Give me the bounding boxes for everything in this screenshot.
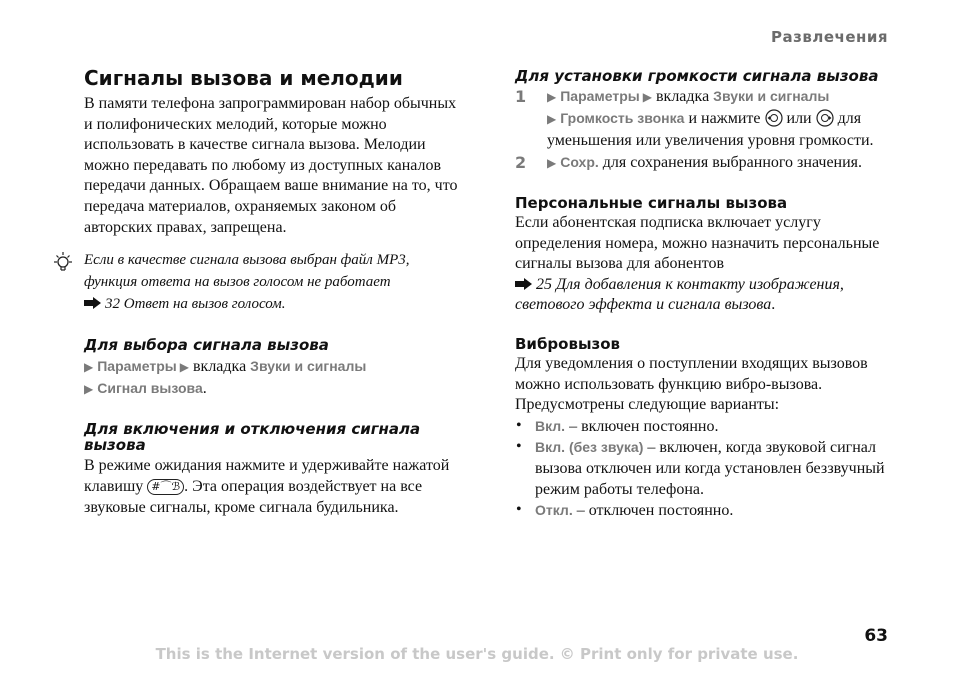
volume-heading: Для установки громкости сигнала вызова [515, 67, 879, 85]
lightbulb-icon [52, 250, 74, 274]
menu-arrow-icon: ▶ [547, 156, 557, 170]
bullet-icon: • [516, 416, 522, 434]
step-2-end: для сохранения выбранного значения. [598, 154, 863, 171]
path-connector: и нажмите [684, 110, 765, 127]
list-item [515, 437, 900, 500]
select-ringtone-section [84, 337, 459, 399]
intro-paragraph: В памяти телефона запрограммирован набор обычных и полифонических мелодий, которые можно использовать в качестве сигнала вызова. Мелодии можно передавать по любому из доступных каналов передачи данных. Обращаем ваше внимание на то, что передача материалов, охраняемых законом об авторских правах, запрещена. [84, 95, 458, 236]
menu-arrow-icon: ▶ [176, 360, 189, 375]
menu-arrow-icon: ▶ [84, 381, 94, 396]
personal-ringtones-section [515, 194, 900, 316]
tip-text: Если в качестве сигнала вызова выбран файл MP3, функция ответа на вызов голосом не работает [84, 252, 410, 291]
reference-arrow-icon [84, 297, 101, 309]
vibro-text: Для уведомления о поступлении входящих вызовов можно использовать функцию вибро-вызова. Предусмотрены следующие варианты: [515, 354, 868, 414]
volume-steps [515, 86, 900, 174]
menu-arrow-icon: ▶ [547, 90, 557, 104]
page-title: Сигналы вызова и мелодии [84, 66, 403, 90]
personal-ref-end: . [771, 296, 776, 314]
menu-ringtone[interactable]: Сигнал вызова [97, 379, 203, 396]
nav-left-key-icon [765, 109, 783, 127]
menu-arrow-icon: ▶ [84, 360, 94, 375]
toggle-ringtone-text [84, 456, 459, 518]
path-connector: вкладка [651, 88, 714, 105]
option-off[interactable]: Откл. [535, 502, 573, 519]
footer-disclaimer: This is the Internet version of the user's guide. © Print only for private use. [155, 645, 799, 663]
step-number: 2 [515, 153, 527, 172]
option-desc: – включен, когда звуковой сигнал вызова отключен или когда установлен беззвучный режим работы телефона. [535, 439, 885, 498]
select-ringtone-path [84, 356, 459, 399]
option-on-silent[interactable]: Вкл. (без звука) [535, 439, 644, 456]
reference-arrow-icon [515, 278, 532, 290]
path-end: . [202, 379, 207, 397]
personal-heading: Персональные сигналы вызова [515, 194, 788, 212]
vibro-section [515, 335, 900, 522]
left-column [84, 66, 459, 518]
toggle-text-after: . Эта операция воздействует на все звуковые сигналы, кроме сигнала будильника. [84, 477, 423, 516]
hash-key-icon: #⌒ℬ [147, 479, 184, 495]
select-ringtone-heading: Для выбора сигнала вызова [84, 336, 329, 355]
option-on[interactable]: Вкл. [535, 417, 566, 434]
vibro-heading: Вибровызов [515, 334, 621, 353]
menu-arrow-icon: ▶ [547, 112, 557, 126]
option-desc: – включен постоянно. [565, 417, 719, 435]
menu-save[interactable]: Сохр. [560, 154, 599, 170]
menu-arrow-icon: ▶ [639, 90, 652, 104]
tip-note [84, 249, 459, 315]
step-2 [515, 152, 900, 174]
tip-reference[interactable]: 32 Ответ на вызов голосом. [105, 296, 286, 313]
personal-reference[interactable]: 25 Для добавления к контакту изображения, светового эффекта и сигнала вызова [515, 275, 844, 314]
nav-right-key-icon [816, 109, 834, 127]
personal-text [515, 213, 900, 316]
step-1 [515, 86, 900, 151]
bullet-icon: • [516, 501, 522, 519]
path-connector: вкладка [188, 358, 251, 376]
list-item [515, 500, 900, 522]
list-item [515, 416, 900, 438]
tab-sounds-alerts[interactable]: Звуки и сигналы [250, 358, 367, 375]
vibro-options [515, 416, 900, 522]
section-header: Развлечения [771, 28, 888, 46]
menu-settings[interactable]: Параметры [560, 88, 640, 104]
menu-ring-volume[interactable]: Громкость звонка [560, 110, 685, 126]
step-1-end: для уменьшения или увеличения уровня громкости. [547, 110, 874, 149]
right-column [515, 68, 900, 522]
menu-settings[interactable]: Параметры [97, 358, 177, 375]
page-number: 63 [864, 626, 888, 646]
or-connector: или [782, 110, 816, 127]
option-desc: – отключен постоянно. [572, 502, 734, 520]
personal-paragraph: Если абонентская подписка включает услугу определения номера, можно назначить персональные сигналы вызова для абонентов [515, 214, 880, 273]
toggle-ringtone-section [84, 421, 459, 518]
tab-sounds-alerts[interactable]: Звуки и сигналы [713, 88, 830, 104]
toggle-text-before: В режиме ожидания нажмите и удерживайте нажатой клавишу [84, 457, 450, 495]
toggle-ringtone-heading: Для включения и отключения сигнала вызова [84, 420, 421, 455]
bullet-icon: • [516, 438, 522, 456]
step-number: 1 [515, 87, 527, 106]
